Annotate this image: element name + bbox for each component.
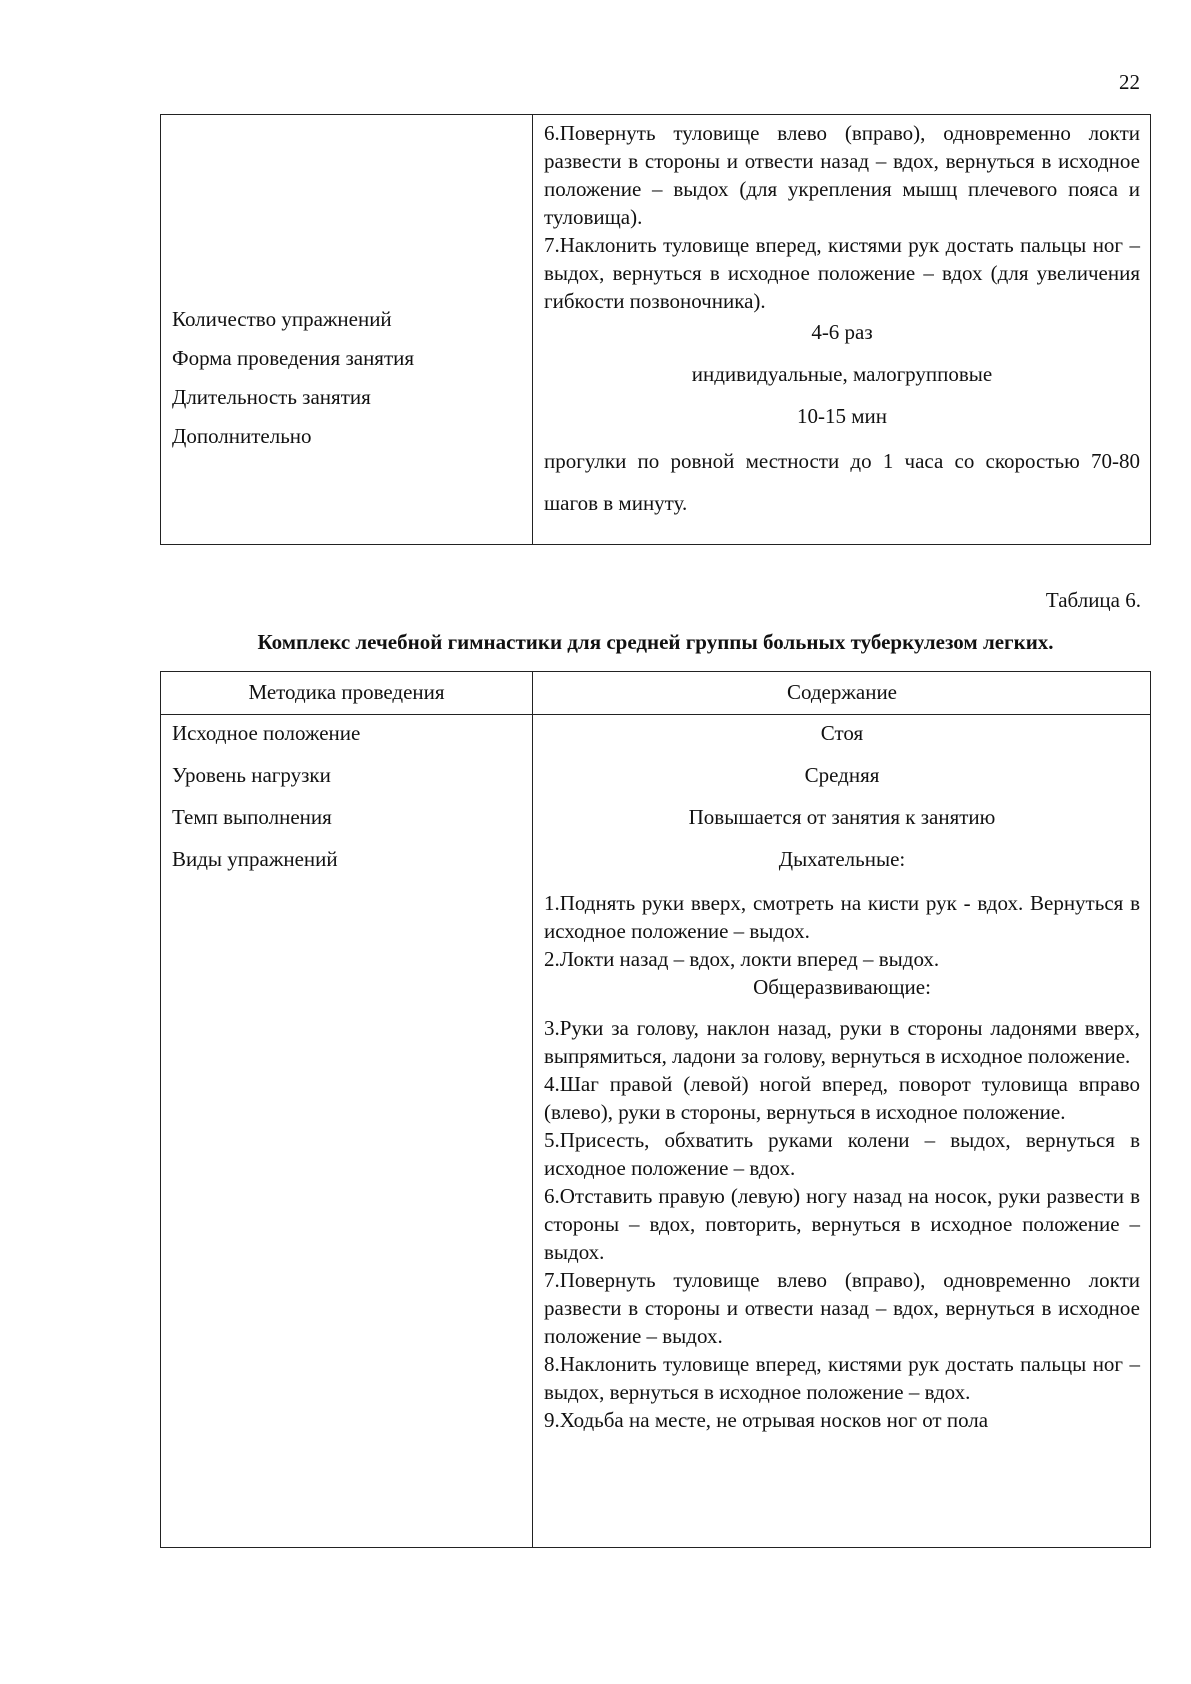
exercise-item: 6.Отставить правую (левую) ногу назад на носок, руки развести в стороны – вдох, повторить, вернуться в исходное положение – выдох. bbox=[544, 1184, 1140, 1264]
exercise-item: 1.Поднять руки вверх, смотреть на кисти рук - вдох. Вернуться в исходное положение – выдох. bbox=[544, 891, 1140, 943]
row-value: Дыхательные: bbox=[778, 847, 906, 871]
exercise-item: 7.Наклонить туловище вперед, кистями рук достать пальцы ног – выдох, вернуться в исходное положение – вдох (для увеличения гибкости позвоночника). bbox=[544, 233, 1140, 313]
row-label: Количество упражнений bbox=[172, 307, 392, 331]
row-label: Виды упражнений bbox=[172, 847, 338, 871]
column-divider bbox=[532, 672, 533, 1547]
row-label: Длительность занятия bbox=[172, 385, 371, 409]
exercise-item: 7.Повернуть туловище влево (вправо), одновременно локти развести в стороны и отвести назад – вдох, вернуться в исходное положение – выдох. bbox=[544, 1268, 1140, 1348]
row-value: прогулки по ровной местности до 1 часа со скоростью 70-80 шагов в минуту. bbox=[544, 449, 1140, 515]
breathing-exercise-list bbox=[544, 889, 1140, 973]
table-title: Комплекс лечебной гимнастики для средней группы больных туберкулезом легких. bbox=[257, 630, 1054, 654]
general-exercise-list bbox=[544, 1014, 1140, 1434]
row-value: индивидуальные, малогрупповые bbox=[691, 362, 993, 386]
exercise-item: 3.Руки за голову, наклон назад, руки в стороны ладонями вверх, выпрямиться, ладони за голову, вернуться в исходное положение. bbox=[544, 1016, 1140, 1068]
header-divider bbox=[161, 714, 1150, 715]
row-value: 10-15 мин bbox=[796, 404, 887, 428]
exercise-item: 9.Ходьба на месте, не отрывая носков ног от пола bbox=[544, 1408, 989, 1432]
exercise-item: 6.Повернуть туловище влево (вправо), одновременно локти развести в стороны и отвести назад – вдох, вернуться в исходное положение – выдох (для укрепления мышц плечевого пояса и туловища). bbox=[544, 121, 1140, 229]
exercise-table-continued bbox=[160, 114, 1151, 545]
row-label: Уровень нагрузки bbox=[172, 763, 331, 787]
row-value: 4-6 раз bbox=[811, 320, 873, 344]
exercise-item: 8.Наклонить туловище вперед, кистями рук достать пальцы ног – выдох, вернуться в исходное положение – вдох. bbox=[544, 1352, 1140, 1404]
row-value: Средняя bbox=[804, 763, 880, 787]
exercise-table bbox=[160, 671, 1151, 1548]
continued-exercise-list bbox=[544, 119, 1140, 315]
row-label: Дополнительно bbox=[172, 424, 312, 448]
row-value: Повышается от занятия к занятию bbox=[688, 805, 996, 829]
section-heading: Общеразвивающие: bbox=[753, 975, 931, 999]
table-caption: Таблица 6. bbox=[1045, 588, 1141, 612]
column-divider bbox=[532, 115, 533, 544]
column-header: Содержание bbox=[786, 680, 898, 704]
row-value: Стоя bbox=[820, 721, 864, 745]
row-label: Форма проведения занятия bbox=[172, 346, 415, 370]
page-number: 22 bbox=[1119, 70, 1140, 94]
exercise-item: 2.Локти назад – вдох, локти вперед – выдох. bbox=[544, 947, 940, 971]
row-label: Исходное положение bbox=[172, 721, 361, 745]
column-header: Методика проведения bbox=[248, 680, 445, 704]
exercise-item: 5.Присесть, обхватить руками колени – выдох, вернуться в исходное положение – вдох. bbox=[544, 1128, 1140, 1180]
row-label: Темп выполнения bbox=[172, 805, 332, 829]
exercise-item: 4.Шаг правой (левой) ногой вперед, поворот туловища вправо (влево), руки в стороны, вернуться в исходное положение. bbox=[544, 1072, 1140, 1124]
